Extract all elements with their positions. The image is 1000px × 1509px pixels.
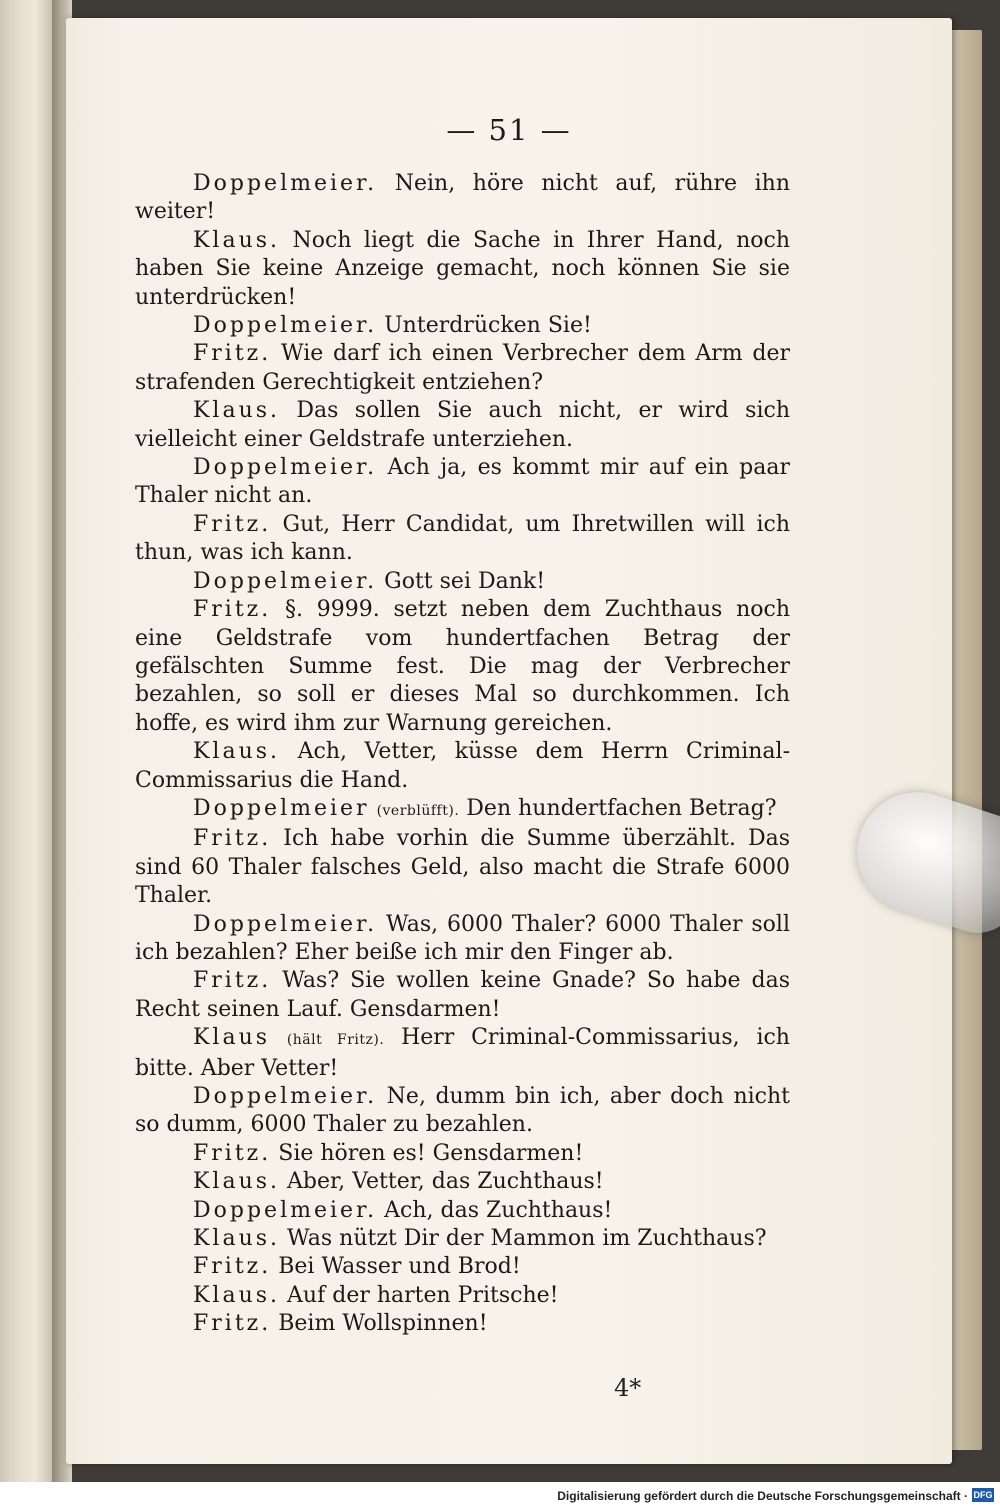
dialogue-paragraph bbox=[135, 738, 790, 795]
speaker-name: Doppelmeier. bbox=[193, 568, 378, 594]
dialogue-paragraph bbox=[135, 795, 790, 825]
spoken-line: Was? Sie wollen keine Gnade? So habe das Recht seinen Lauf. Gensdarmen! bbox=[135, 968, 790, 1022]
spoken-line: Sie hören es! Gensdarmen! bbox=[278, 1140, 584, 1166]
dialogue-paragraph bbox=[135, 911, 790, 968]
dialogue-paragraph bbox=[135, 825, 790, 910]
dialogue-paragraph bbox=[135, 568, 790, 596]
speaker-name: Fritz. bbox=[193, 826, 272, 852]
dialogue-paragraph bbox=[135, 1083, 790, 1140]
stage-direction: (verblüfft). bbox=[376, 802, 460, 819]
spoken-line: Auf der harten Pritsche! bbox=[287, 1282, 559, 1308]
speaker-name: Klaus. bbox=[193, 398, 281, 424]
dialogue-paragraph bbox=[135, 1282, 790, 1310]
speaker-name: Doppelmeier. bbox=[193, 455, 378, 481]
spoken-line: Noch liegt die Sache in Ihrer Hand, noch haben Sie keine Anzeige gemacht, noch können Sie sie unterdrücken! bbox=[135, 227, 791, 310]
facing-page-edge bbox=[0, 0, 58, 1482]
spoken-line: Wie darf ich einen Verbrecher dem Arm der strafenden Gerechtigkeit entziehen? bbox=[135, 341, 790, 395]
speaker-name: Klaus. bbox=[193, 1282, 281, 1308]
spoken-line: Ne, dumm bin ich, aber doch nicht so dumm, 6000 Thaler zu bezahlen. bbox=[135, 1084, 790, 1138]
spoken-line: Was nützt Dir der Mammon im Zuchthaus? bbox=[287, 1226, 767, 1252]
dialogue-paragraph bbox=[135, 397, 790, 454]
dialogue-paragraph bbox=[135, 596, 790, 738]
dialogue-paragraph bbox=[135, 967, 790, 1024]
footer-bar bbox=[0, 1482, 1000, 1509]
dialogue-paragraph bbox=[135, 1197, 790, 1225]
speaker-name: Klaus. bbox=[193, 739, 281, 765]
dialogue-paragraph bbox=[135, 1140, 790, 1168]
spoken-line: Den hundertfachen Betrag? bbox=[466, 795, 777, 821]
spoken-line: Gott sei Dank! bbox=[384, 568, 546, 594]
spoken-line: Nein, höre nicht auf, rühre ihn weiter! bbox=[135, 171, 790, 225]
dialogue-paragraph bbox=[135, 1225, 790, 1253]
spoken-line: Das sollen Sie auch nicht, er wird sich vielleicht einer Geldstrafe unterziehen. bbox=[135, 398, 790, 452]
speaker-name: Doppelmeier. bbox=[193, 911, 378, 937]
speaker-name: Klaus. bbox=[193, 227, 281, 253]
speaker-name: Fritz. bbox=[193, 341, 272, 367]
spoken-line: Bei Wasser und Brod! bbox=[278, 1254, 521, 1280]
speaker-name: Klaus bbox=[193, 1025, 271, 1051]
spoken-line: Beim Wollspinnen! bbox=[278, 1311, 488, 1337]
funding-credit: Digitalisierung gefördert durch die Deutsche Forschungsgemeinschaft · bbox=[557, 1489, 968, 1503]
spoken-line: Ach ja, es kommt mir auf ein paar Thaler nicht an. bbox=[135, 455, 790, 509]
spoken-line: §. 9999. setzt neben dem Zuchthaus noch eine Geldstrafe vom hundertfachen Betrag der gefälschten Summe fest. Die mag der Verbrecher bezahlen, so soll er dieses Mal so durchkommen. Ich hoffe, es wird ihm zur Warnung gereichen. bbox=[135, 597, 790, 736]
speaker-name: Fritz. bbox=[193, 1254, 272, 1280]
spoken-line: Aber, Vetter, das Zuchthaus! bbox=[287, 1169, 604, 1195]
dialogue-text bbox=[135, 170, 790, 1339]
dialogue-paragraph bbox=[135, 1310, 790, 1338]
speaker-name: Fritz. bbox=[193, 1311, 272, 1337]
dialogue-paragraph bbox=[135, 227, 790, 312]
spoken-line: Ich habe vorhin die Summe überzählt. Das sind 60 Thaler falsches Geld, also macht die Strafe 6000 Thaler. bbox=[135, 826, 791, 909]
stage-direction: (hält Fritz). bbox=[286, 1032, 385, 1049]
speaker-name: Doppelmeier. bbox=[193, 313, 378, 339]
speaker-name: Doppelmeier. bbox=[193, 1197, 378, 1223]
spoken-line: Gut, Herr Candidat, um Ihretwillen will ich thun, was ich kann. bbox=[135, 511, 791, 566]
dialogue-paragraph bbox=[135, 1253, 790, 1281]
dialogue-paragraph bbox=[135, 511, 790, 568]
dialogue-paragraph bbox=[135, 1168, 790, 1196]
speaker-name: Fritz. bbox=[193, 511, 272, 537]
sheet-signature: 4* bbox=[614, 1374, 642, 1402]
speaker-name: Fritz. bbox=[193, 968, 272, 994]
dialogue-paragraph bbox=[135, 170, 790, 227]
spoken-line: Herr Criminal-Commissarius, ich bitte. Aber Vetter! bbox=[135, 1025, 790, 1081]
spoken-line: Was, 6000 Thaler? 6000 Thaler soll ich bezahlen? Eher beiße ich mir den Finger ab. bbox=[135, 911, 790, 965]
dialogue-paragraph bbox=[135, 454, 790, 511]
dfg-logo: DFG bbox=[973, 1490, 993, 1500]
speaker-name: Klaus. bbox=[193, 1169, 281, 1195]
dialogue-paragraph bbox=[135, 1024, 790, 1083]
spoken-line: Unterdrücken Sie! bbox=[384, 313, 592, 339]
speaker-name: Fritz. bbox=[193, 597, 272, 623]
speaker-name: Fritz. bbox=[193, 1140, 272, 1166]
speaker-name: Klaus. bbox=[193, 1226, 281, 1252]
book-page bbox=[66, 18, 952, 1464]
speaker-name: Doppelmeier. bbox=[193, 1084, 378, 1109]
spoken-line: Ach, das Zuchthaus! bbox=[384, 1197, 613, 1223]
page-number: — 51 — bbox=[446, 113, 572, 147]
spoken-line: Ach, Vetter, küsse dem Herrn Criminal-Commissarius die Hand. bbox=[135, 739, 791, 793]
speaker-name: Doppelmeier. bbox=[193, 171, 378, 196]
speaker-name: Doppelmeier bbox=[193, 795, 370, 821]
dialogue-paragraph bbox=[135, 340, 790, 397]
dialogue-paragraph bbox=[135, 312, 790, 340]
